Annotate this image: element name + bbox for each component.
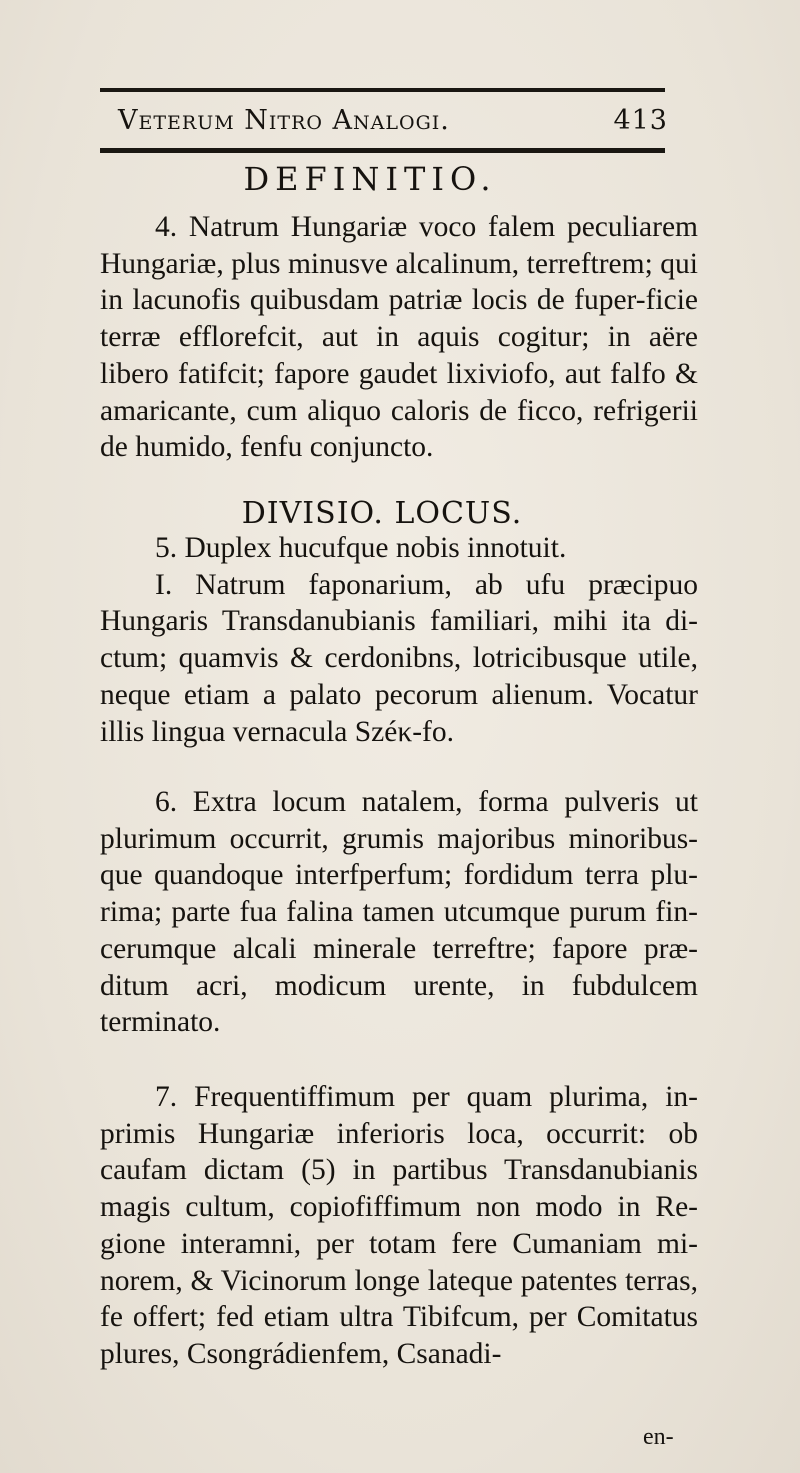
section-heading-divisio-locus: DIVISIO. LOCUS. <box>241 496 523 531</box>
paragraph-text: 4. Natrum Hungariæ voco falem peculiarem Hungariæ, plus minusve alcalinum, terreftrem; qui in lacunofis quibusdam patriæ locis de fuper-ficie terræ efflorefcit, aut in aquis cogitur; in aëre libero fatifcit; fapore gaudet lixiviofo, aut falfo & amaricante, cum aliquo caloris de ficco, refrigerii de humido, fenfu conjuncto. <box>100 211 698 464</box>
running-head <box>118 101 668 139</box>
paragraph-text: I. Natrum faponarium, ab ufu præcipuo Hungaris Transdanubianis familiari, mihi ita di-ctum; quamvis & cerdonibns, lotricibusque utile, neque etiam a palato pecorum alienum. Vocatur illis lingua vernacula Széκ-fo. <box>100 568 698 748</box>
paragraph-text: 5. Duplex hucufque nobis innotuit. <box>155 532 567 564</box>
paragraph-5 <box>100 530 698 750</box>
header-rule-top <box>100 88 665 92</box>
header-rule-bottom <box>100 148 665 153</box>
catchword: en- <box>643 1424 674 1450</box>
paragraph-7 <box>100 1079 698 1373</box>
paragraph-4 <box>100 209 698 466</box>
paragraph-6 <box>100 784 698 1041</box>
paragraph-text: 6. Extra locum natalem, forma pulveris ut plurimum occurrit, grumis majoribus minoribus-que quandoque interfperfum; fordidum terra plu-rima; parte fua falina tamen utcumque purum fin-cerumque alcali minerale terreftre; fapore præ-ditum acri, modicum urente, in fubdulcem terminato. <box>100 786 698 1039</box>
paragraph-text: 7. Frequentiffimum per quam plurima, in-primis Hungariæ inferioris loca, occurrit: ob caufam dictam (5) in partibus Transdanubianis magis cultum, copiofiffimum non modo in Re-gione interamni, per totam fere Cumaniam mi-norem, & Vicinorum longe lateque patentes terras, fe offert; fed etiam ultra Tibifcum, per Comitatus plures, Csongrádienfem, Csanadi- <box>100 1081 698 1370</box>
section-heading-definitio: DEFINITIO. <box>243 160 497 198</box>
running-head-title: Veterum Nitro Analogi. <box>118 104 450 136</box>
page-number: 413 <box>613 104 668 136</box>
